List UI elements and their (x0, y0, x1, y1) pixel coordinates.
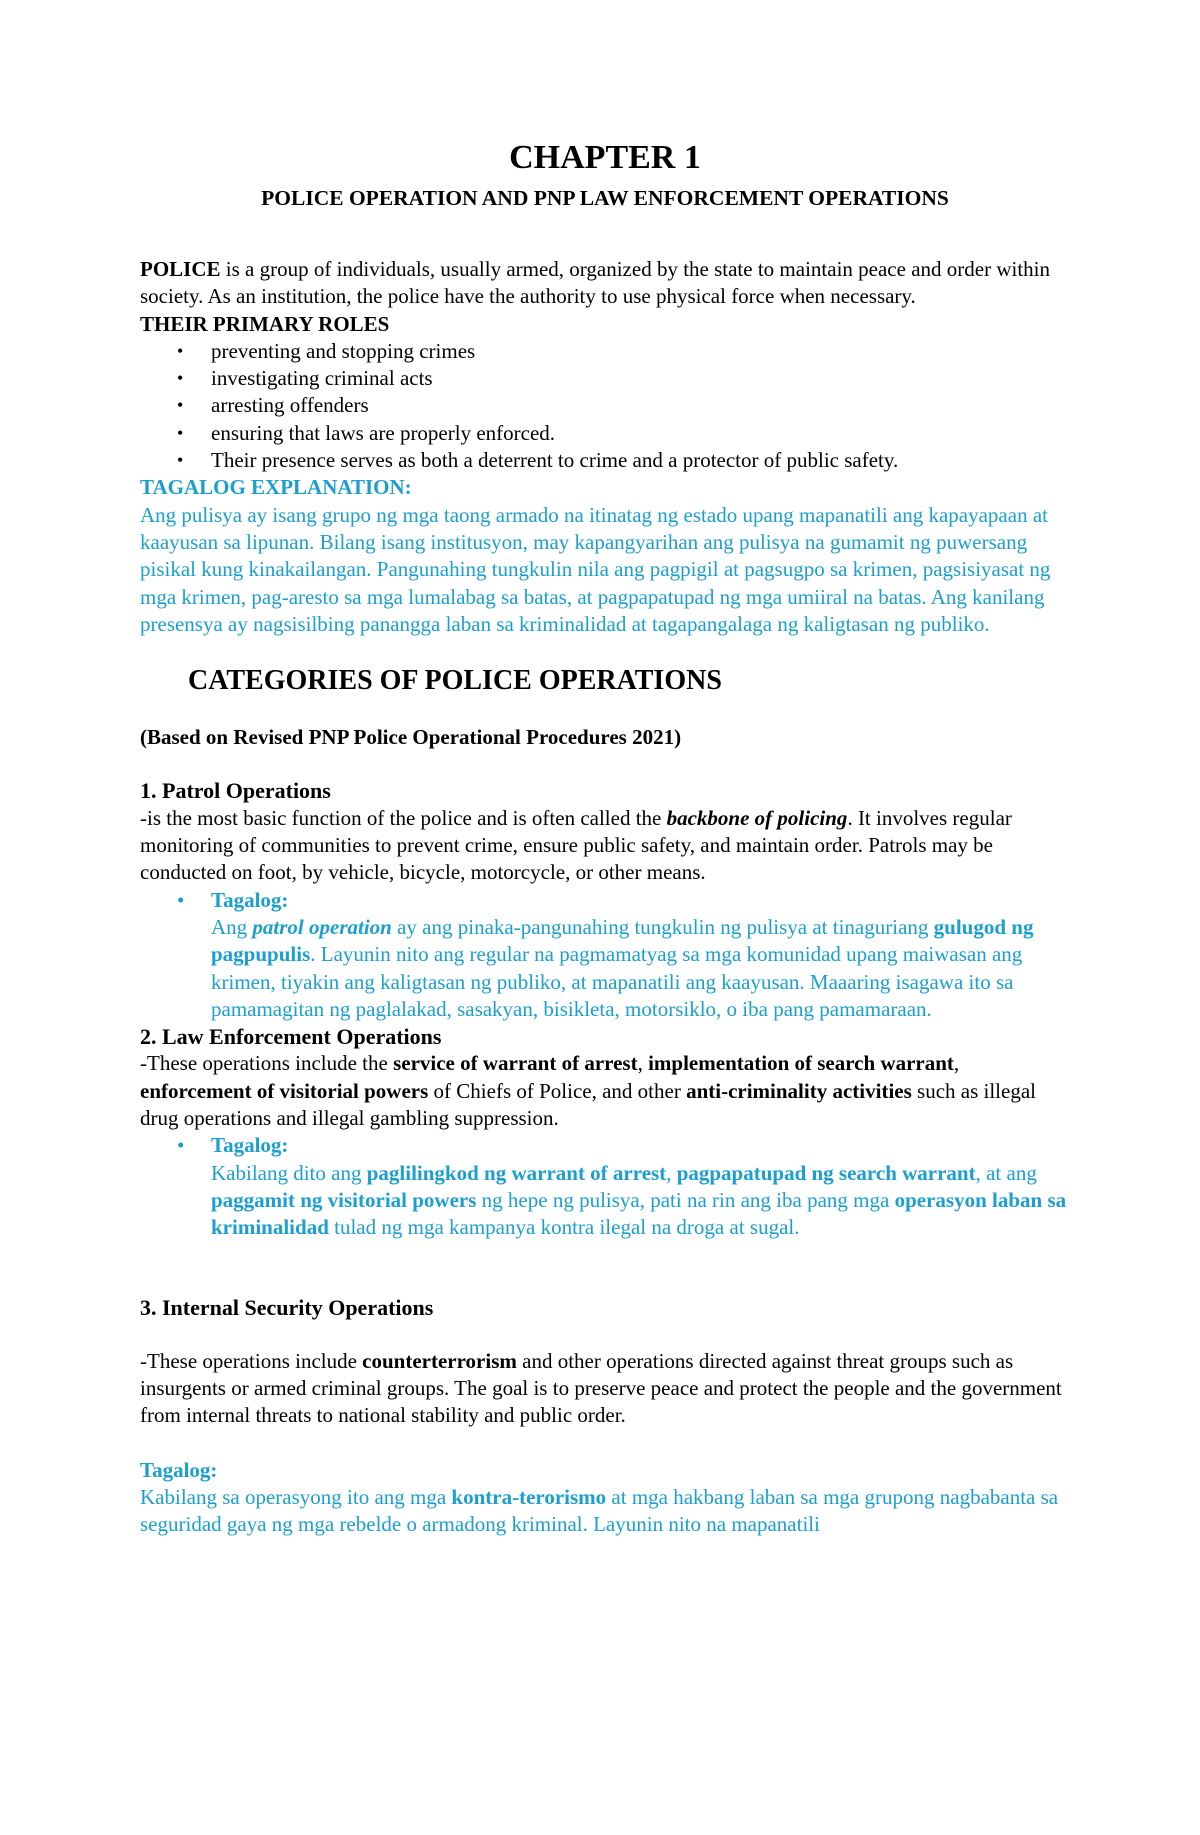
role-text: investigating criminal acts (211, 366, 433, 391)
document-content (140, 138, 1070, 1539)
list-item (140, 338, 1070, 365)
bullet-icon: • (177, 887, 185, 912)
list-item (140, 392, 1070, 419)
op3-description: -These operations include counterterrorism and other operations directed against threat groups such as insurgents or armed criminal groups. The goal is to preserve peace and protect the people and the government from internal threats to national stability and public order. (140, 1348, 1062, 1428)
op1-tagalog-text: Ang patrol operation ay ang pinaka-pangunahing tungkulin ng pulisya at tinaguriang gulugod ng pagpupulis. Layunin nito ang regular na pagmamatyag sa mga komunidad upang maiwasan ang krimen, tiyakin ang kaligtasan ng publiko, at mapanatili ang kaayusan. Maaaring isagawa ito sa pamamagitan ng paglalakad, sasakyan, bisikleta, motorsiklo, o iba pang pamamaraan. (211, 914, 1034, 1021)
bullet-icon: • (177, 395, 184, 416)
police-definition (140, 256, 1070, 311)
role-text: Their presence serves as both a deterrent to crime and a protector of public safety. (211, 448, 899, 473)
op3-tagalog-label: Tagalog: (140, 1457, 218, 1482)
categories-basis: (Based on Revised PNP Police Operational Procedures 2021) (140, 725, 682, 750)
role-text: preventing and stopping crimes (211, 338, 476, 363)
op3-title: 3. Internal Security Operations (140, 1294, 434, 1320)
tagalog-explanation-text: Ang pulisya ay isang grupo ng mga taong armado na itinatag ng estado upang mapanatili ang kapayapaan at kaayusan sa lipunan. Bilang isang institusyon, may kapangyarihan ang pulisya na gumamit ng puwersang pisikal kung kinakailangan. Pangunahing tungkulin nila ang pagpigil at pagsugpo sa krimen, pagsisiyasat ng mga krimen, pag-aresto sa mga lumalabag sa batas, at pagpapatupad ng mga umiiral na batas. Ang kanilang presensya ay nagsisilbing panangga laban sa kriminalidad at tagapangalaga ng kaligtasan ng publiko. (140, 502, 1051, 636)
definition-text: is a group of individuals, usually armed, organized by the state to maintain peace and order within society. As an institution, the police have the authority to use physical force when necessary. (140, 257, 1050, 309)
tagalog-explanation-heading: TAGALOG EXPLANATION: (140, 475, 412, 500)
chapter-title: CHAPTER 1 (509, 139, 701, 176)
list-item (140, 365, 1070, 392)
chapter-subtitle: POLICE OPERATION AND PNP LAW ENFORCEMENT OPERATIONS (261, 186, 949, 210)
op1-tagalog-label: Tagalog: (211, 887, 289, 912)
op1-tagalog-block (140, 887, 1070, 1023)
op1-title: 1. Patrol Operations (140, 778, 331, 804)
bullet-icon: • (177, 1133, 185, 1158)
bullet-icon: • (177, 368, 184, 389)
op2-tagalog-text: Kabilang dito ang paglilingkod ng warrant of arrest, pagpapatupad ng search warrant, at ang paggamit ng visitorial powers ng hepe ng pulisya, pati na rin ang iba pang mga operasyon laban sa kriminalidad tulad ng mga kampanya kontra ilegal na droga at sugal. (211, 1160, 1067, 1240)
bullet-icon: • (177, 450, 184, 471)
definition-term: POLICE (140, 257, 221, 281)
op1-text: . It involves regular monitoring of communities to prevent crime, ensure public safety, and maintain order. Patrols may be conducted on foot, by vehicle, bicycle, motorcycle, or other means. (140, 805, 1012, 885)
role-text: ensuring that laws are properly enforced. (211, 420, 556, 445)
roles-heading: THEIR PRIMARY ROLES (140, 311, 390, 336)
list-item (140, 447, 1070, 474)
op2-tagalog-label: Tagalog: (211, 1133, 289, 1158)
op3-tagalog-text: Kabilang sa operasyong ito ang mga kontra-terorismo at mga hakbang laban sa mga grupong nagbabanta sa seguridad gaya ng mga rebelde o armadong kriminal. Layunin nito na mapanatili (140, 1484, 1059, 1537)
op2-description: -These operations include the service of warrant of arrest, implementation of search warrant, enforcement of visitorial powers of Chiefs of Police, and other anti-criminality activities such as illegal drug operations and illegal gambling suppression. (140, 1051, 1036, 1131)
role-text: arresting offenders (211, 393, 369, 418)
bullet-icon: • (177, 422, 184, 443)
roles-list (140, 338, 1070, 474)
op1-text: -is the most basic function of the police and is often called the (140, 805, 667, 830)
op2-title: 2. Law Enforcement Operations (140, 1024, 442, 1050)
op1-emphasis: backbone of policing (666, 805, 848, 830)
list-item (140, 420, 1070, 447)
bullet-icon: • (177, 340, 184, 361)
op2-tagalog-block (140, 1132, 1070, 1241)
categories-title: CATEGORIES OF POLICE OPERATIONS (188, 665, 722, 697)
op1-description (140, 805, 1070, 887)
